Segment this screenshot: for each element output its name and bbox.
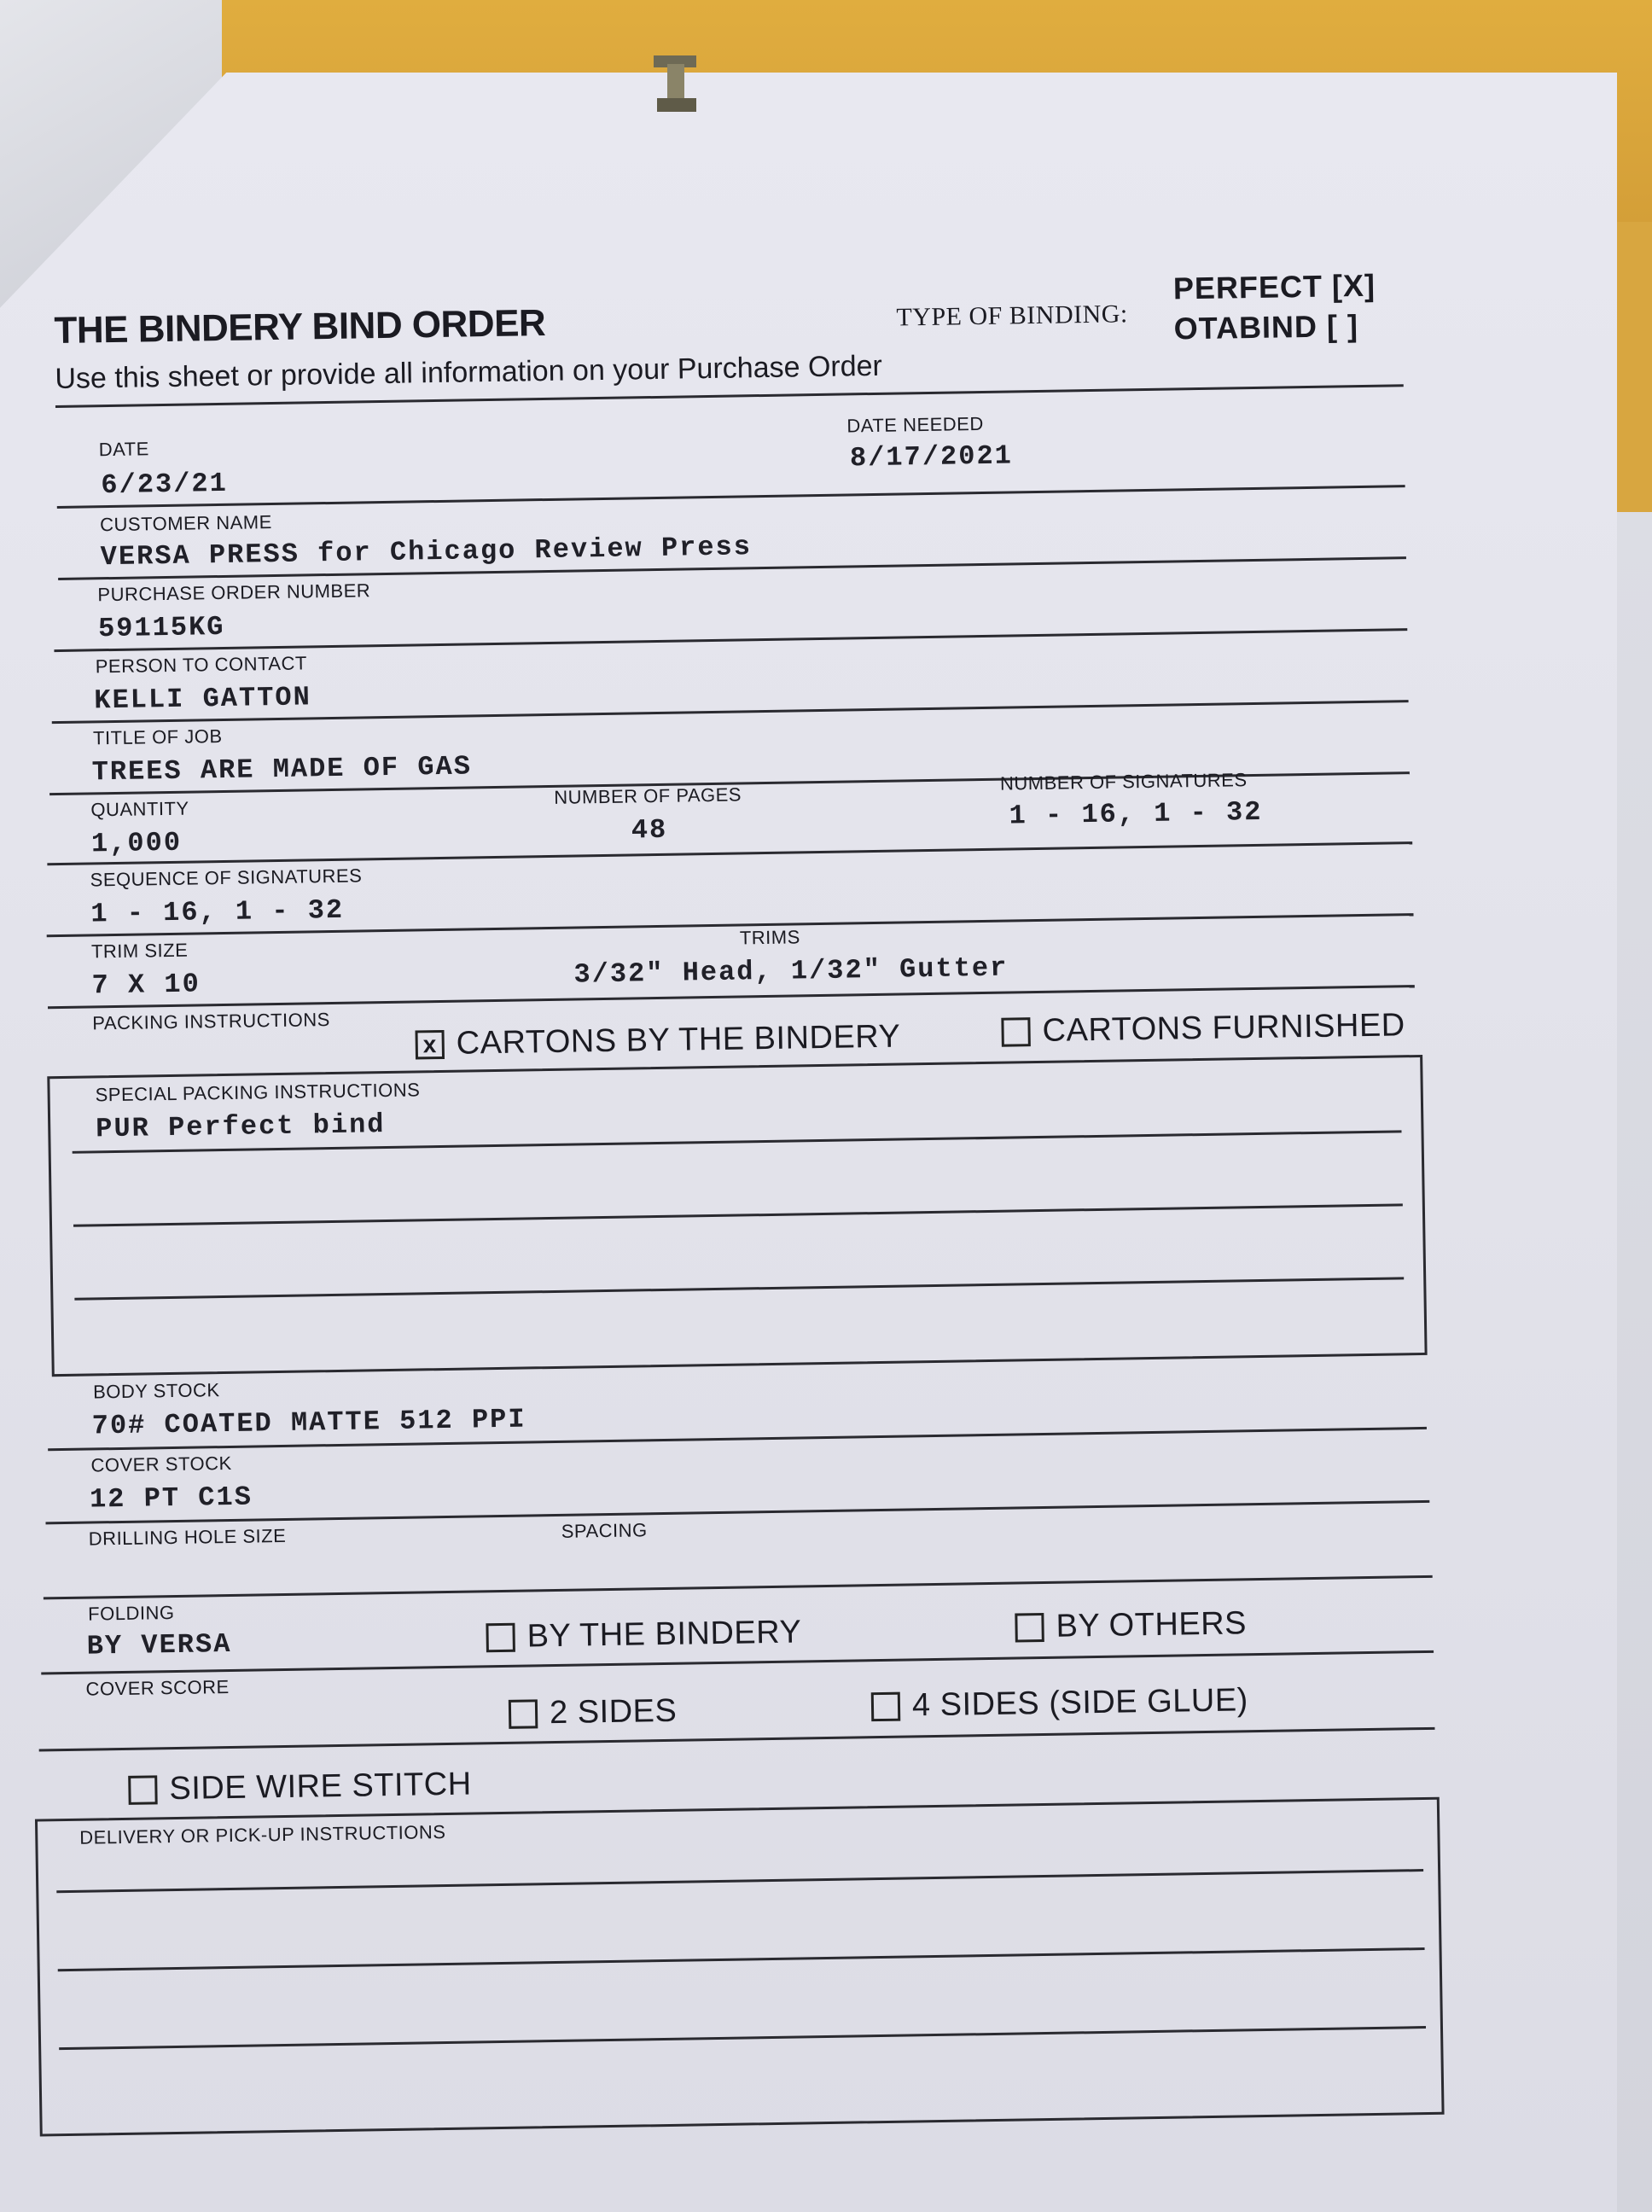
cartons-by-bindery-label: CARTONS BY THE BINDERY — [456, 1018, 901, 1062]
pages-value[interactable]: 48 — [631, 813, 668, 847]
binding-option-perfect[interactable]: PERFECT [X] — [1172, 267, 1376, 306]
job-title-value[interactable]: TREES ARE MADE OF GAS — [91, 750, 473, 789]
form-subtitle: Use this sheet or provide all information on your Purchase Order — [55, 349, 883, 396]
cover-stock-label: COVER STOCK — [90, 1452, 232, 1476]
special-packing-value[interactable]: PUR Perfect bind — [95, 1109, 386, 1145]
binding-option-otabind[interactable]: OTABIND [ ] — [1173, 308, 1359, 346]
packing-label: PACKING INSTRUCTIONS — [92, 1009, 330, 1034]
cartons-furnished-label: CARTONS FURNISHED — [1042, 1007, 1406, 1049]
score-2-sides-label: 2 SIDES — [549, 1692, 678, 1732]
folding-by-bindery-label: BY THE BINDERY — [526, 1614, 802, 1655]
cover-stock-rule — [45, 1500, 1429, 1524]
cartons-furnished-option[interactable] — [1001, 1007, 1405, 1050]
binding-type-label: TYPE OF BINDING: — [896, 300, 1129, 332]
cover-score-rule — [39, 1727, 1435, 1752]
customer-name-value[interactable]: VERSA PRESS for Chicago Review Press — [100, 531, 753, 573]
cover-stock-value[interactable]: 12 PT C1S — [89, 1481, 253, 1516]
po-number-value[interactable]: 59115KG — [97, 610, 225, 645]
drilling-rule — [44, 1575, 1433, 1600]
cartons-by-bindery-checkbox[interactable]: x — [415, 1029, 445, 1059]
folding-by-others-option[interactable] — [1015, 1605, 1247, 1645]
po-rule — [54, 628, 1407, 652]
sequence-label: SEQUENCE OF SIGNATURES — [90, 864, 363, 891]
pages-label: NUMBER OF PAGES — [554, 783, 742, 808]
drilling-label: DRILLING HOLE SIZE — [88, 1524, 287, 1550]
folding-by-others-checkbox[interactable] — [1015, 1612, 1044, 1642]
contact-label: PERSON TO CONTACT — [95, 652, 308, 678]
side-wire-stitch-checkbox[interactable] — [128, 1775, 158, 1805]
trim-size-value[interactable]: 7 X 10 — [91, 968, 201, 1002]
trims-label: TRIMS — [739, 926, 800, 949]
score-4-sides-label: 4 SIDES (SIDE GLUE) — [911, 1682, 1249, 1724]
spacing-label: SPACING — [561, 1519, 648, 1542]
trims-value[interactable]: 3/32″ Head, 1/32″ Gutter — [573, 952, 1009, 991]
date-needed-value[interactable]: 8/17/2021 — [849, 439, 1014, 474]
score-2-sides-option[interactable] — [509, 1693, 678, 1732]
date-value[interactable]: 6/23/21 — [101, 467, 229, 502]
delivery-label: DELIVERY OR PICK-UP INSTRUCTIONS — [79, 1821, 446, 1848]
score-2-sides-checkbox[interactable] — [509, 1699, 538, 1729]
sequence-value[interactable]: 1 - 16, 1 - 32 — [90, 894, 345, 930]
special-packing-label: SPECIAL PACKING INSTRUCTIONS — [95, 1079, 421, 1106]
body-stock-value[interactable]: 70# COATED MATTE 512 PPI — [91, 1403, 526, 1442]
folding-rule — [41, 1650, 1434, 1675]
job-title-label: TITLE OF JOB — [92, 725, 223, 749]
cartons-furnished-checkbox[interactable] — [1001, 1017, 1031, 1047]
side-wire-stitch-label: SIDE WIRE STITCH — [169, 1766, 472, 1807]
customer-name-label: CUSTOMER NAME — [99, 511, 272, 536]
date-needed-label: DATE NEEDED — [846, 412, 984, 437]
date-label: DATE — [98, 438, 149, 461]
form-title: THE BINDERY BIND ORDER — [54, 301, 546, 352]
score-4-sides-option[interactable] — [871, 1682, 1248, 1725]
side-wire-stitch-option[interactable] — [128, 1767, 472, 1808]
signatures-label: NUMBER OF SIGNATURES — [999, 769, 1248, 795]
folding-by-others-label: BY OTHERS — [1056, 1605, 1248, 1644]
folding-label: FOLDING — [87, 1601, 175, 1625]
po-number-label: PURCHASE ORDER NUMBER — [97, 579, 371, 606]
score-4-sides-checkbox[interactable] — [871, 1691, 901, 1721]
signatures-value[interactable]: 1 - 16, 1 - 32 — [1009, 795, 1263, 832]
cover-score-label: COVER SCORE — [85, 1676, 230, 1700]
contact-value[interactable]: KELLI GATTON — [94, 681, 312, 717]
quantity-rule — [47, 841, 1412, 865]
quantity-value[interactable]: 1,000 — [90, 826, 183, 860]
trim-size-label: TRIM SIZE — [90, 939, 189, 963]
cartons-by-bindery-option[interactable] — [415, 1019, 900, 1063]
folding-value[interactable]: BY VERSA — [86, 1627, 232, 1662]
folding-by-bindery-option[interactable] — [486, 1614, 801, 1656]
trim-rule — [48, 985, 1415, 1009]
body-stock-label: BODY STOCK — [92, 1379, 220, 1403]
date-row-rule — [57, 485, 1405, 509]
folding-by-bindery-checkbox[interactable] — [486, 1622, 515, 1652]
quantity-label: QUANTITY — [90, 797, 189, 821]
